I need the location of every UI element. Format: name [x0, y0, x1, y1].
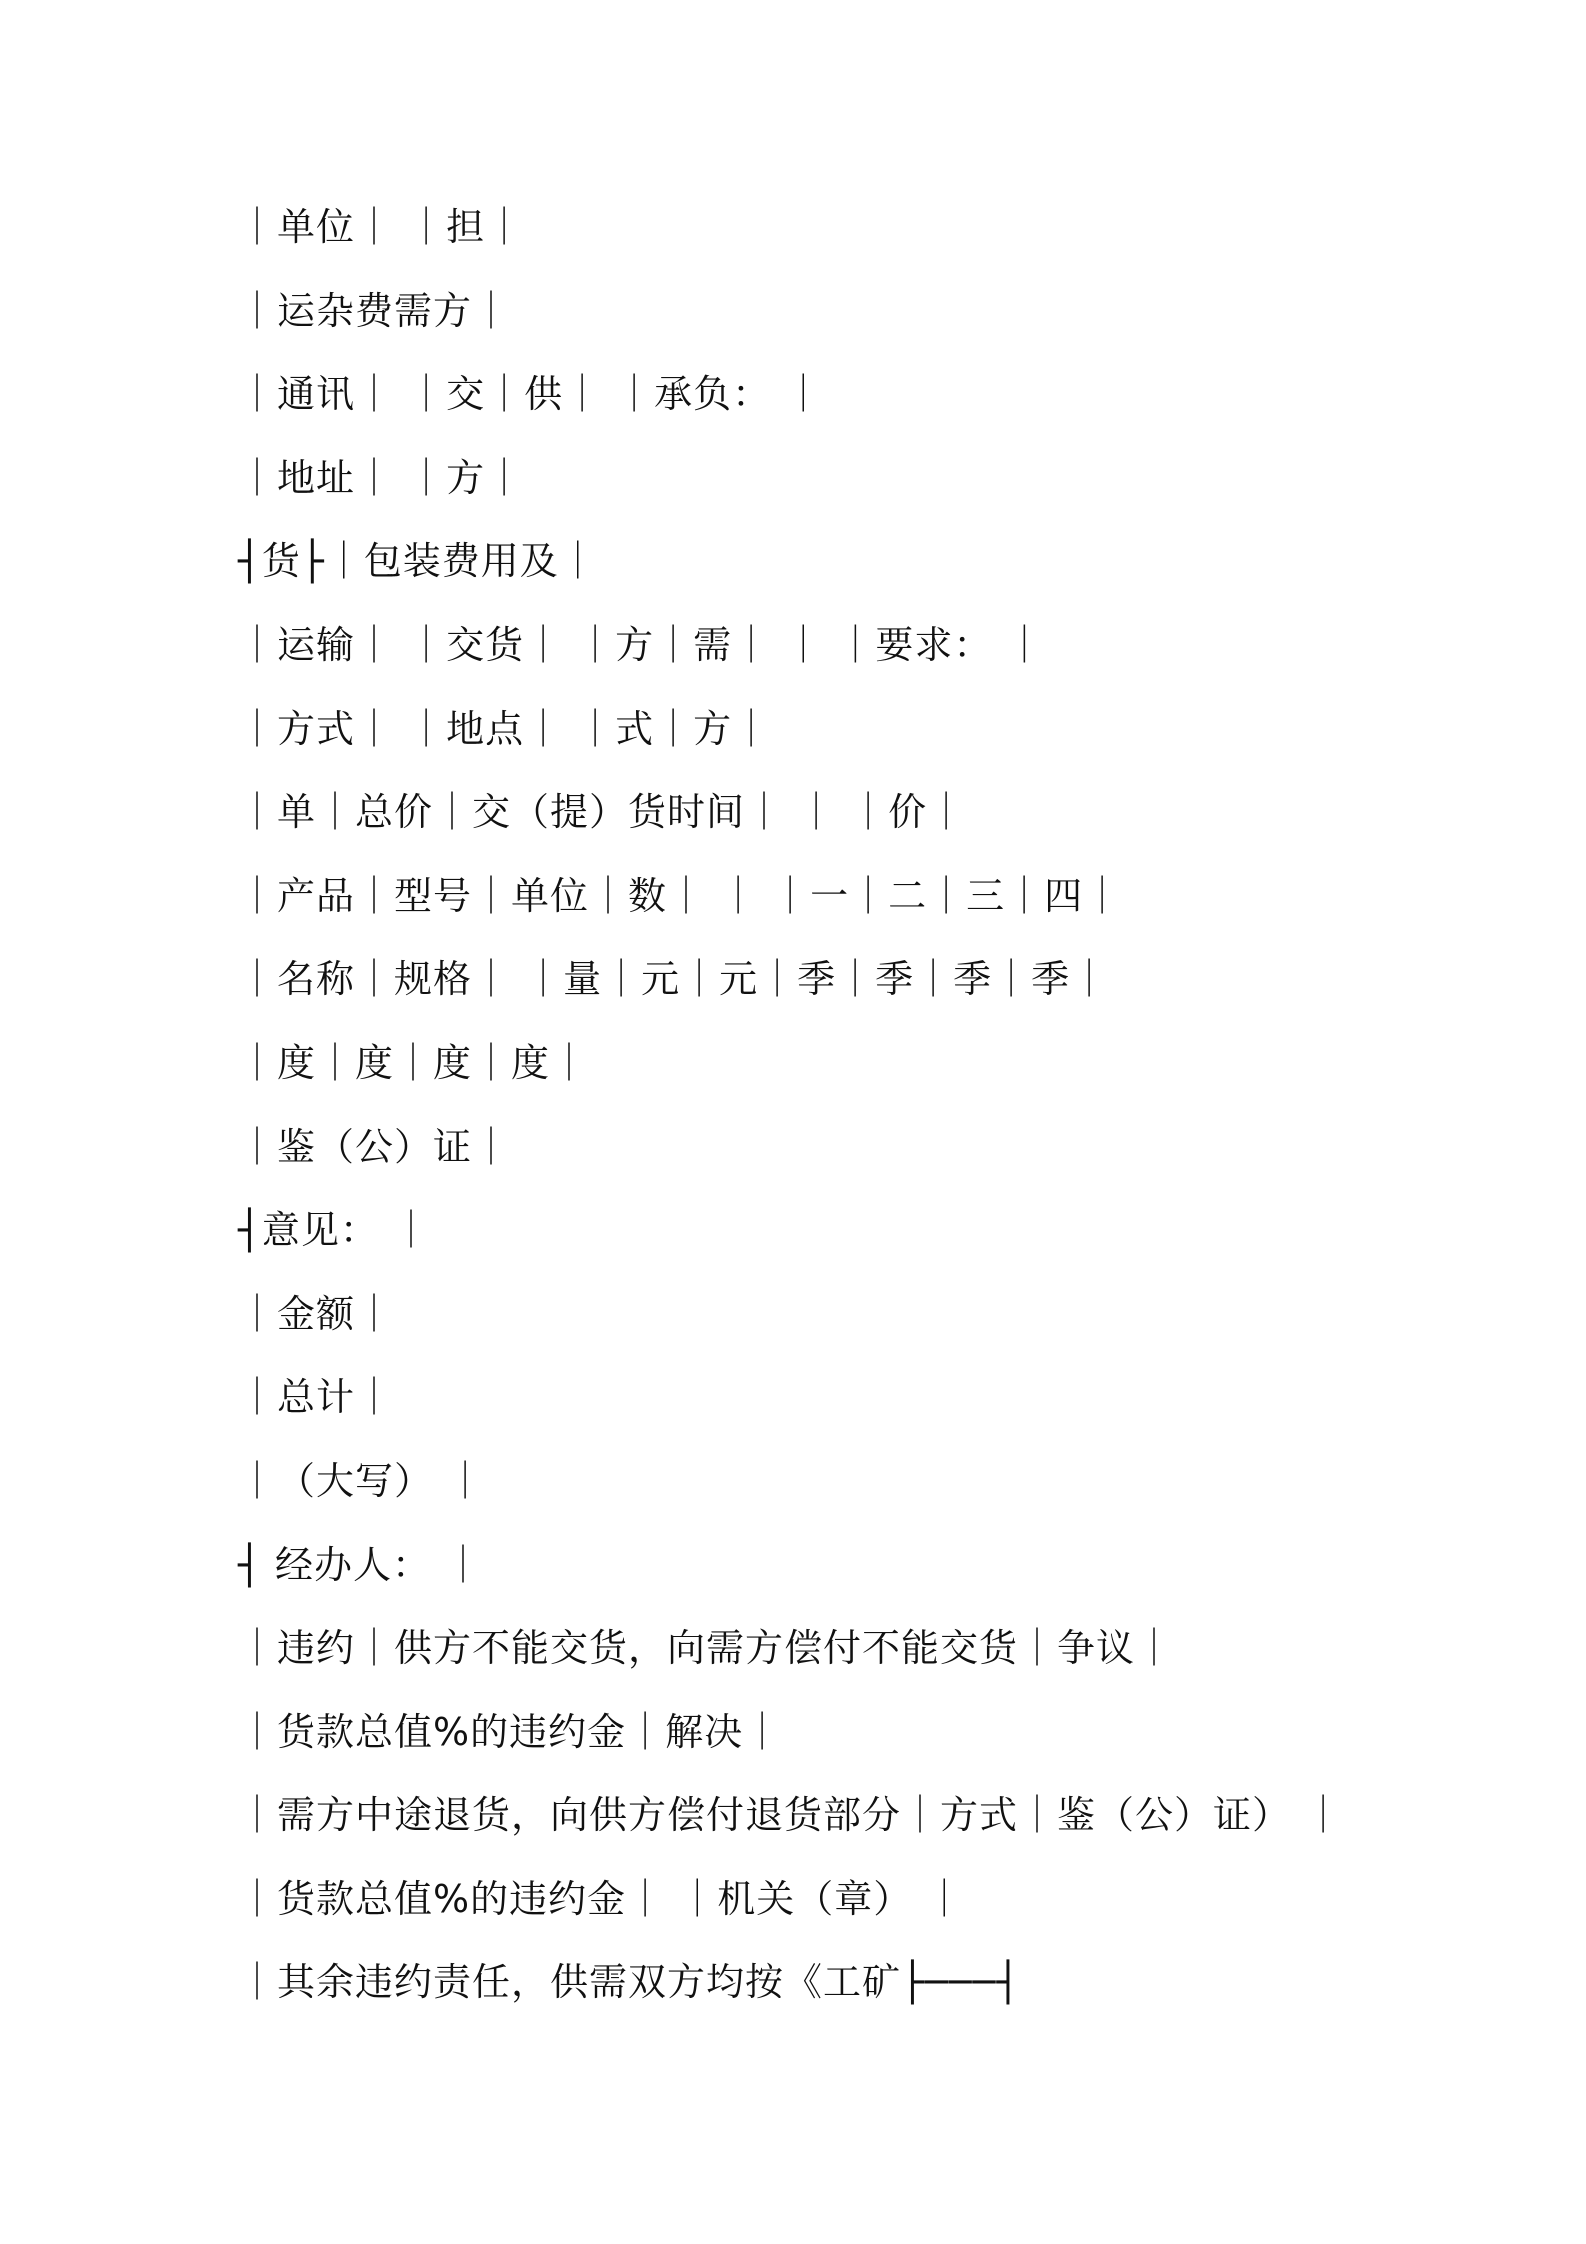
text-line: ｜单位｜ ｜担｜ — [238, 205, 525, 249]
text-line: ｜违约｜供方不能交货，向需方偿付不能交货｜争议｜ — [238, 1626, 1175, 1671]
text-line: ｜产品｜型号｜单位｜数｜ ｜ ｜一｜二｜三｜四｜ — [238, 873, 1123, 918]
text-line: ｜单｜总价｜交（提）货时间｜ ｜ ｜价｜ — [238, 790, 967, 835]
text-line: ┤货├｜包装费用及｜ — [238, 539, 598, 584]
text-line: ｜方式｜ ｜地点｜ ｜式｜方｜ — [238, 706, 772, 751]
text-line: ｜通讯｜ ｜交｜供｜ ｜承负： ｜ — [238, 372, 824, 417]
text-line: ｜总计｜ — [238, 1375, 395, 1420]
text-line: ｜货款总值%的违约金｜解决｜ — [238, 1709, 783, 1754]
text-line: ｜需方中途退货，向供方偿付退货部分｜方式｜鉴（公）证） ｜ — [238, 1793, 1344, 1838]
contract-form-lines — [238, 196, 1538, 2035]
text-line: ｜货款总值%的违约金｜ ｜机关（章） ｜ — [238, 1876, 965, 1921]
text-line: ｜度｜度｜度｜度｜ — [238, 1040, 590, 1085]
text-line: ｜其余违约责任，供需双方均按《工矿├───┤ — [238, 1960, 1021, 2005]
text-line: ┤ 经办人： ｜ — [238, 1542, 484, 1587]
text-line: ｜运杂费需方｜ — [238, 288, 512, 333]
text-line: ｜金额｜ — [238, 1291, 395, 1336]
text-line: ｜运输｜ ｜交货｜ ｜方｜需｜ ｜ ｜要求： ｜ — [238, 622, 1045, 667]
text-line: ｜（大写） ｜ — [238, 1458, 486, 1503]
text-line: ｜地址｜ ｜方｜ — [238, 455, 525, 500]
text-line: ┤意见： ｜ — [238, 1208, 431, 1253]
text-line: ｜名称｜规格｜ ｜量｜元｜元｜季｜季｜季｜季｜ — [238, 957, 1110, 1002]
text-line: ｜鉴（公）证｜ — [238, 1124, 512, 1169]
